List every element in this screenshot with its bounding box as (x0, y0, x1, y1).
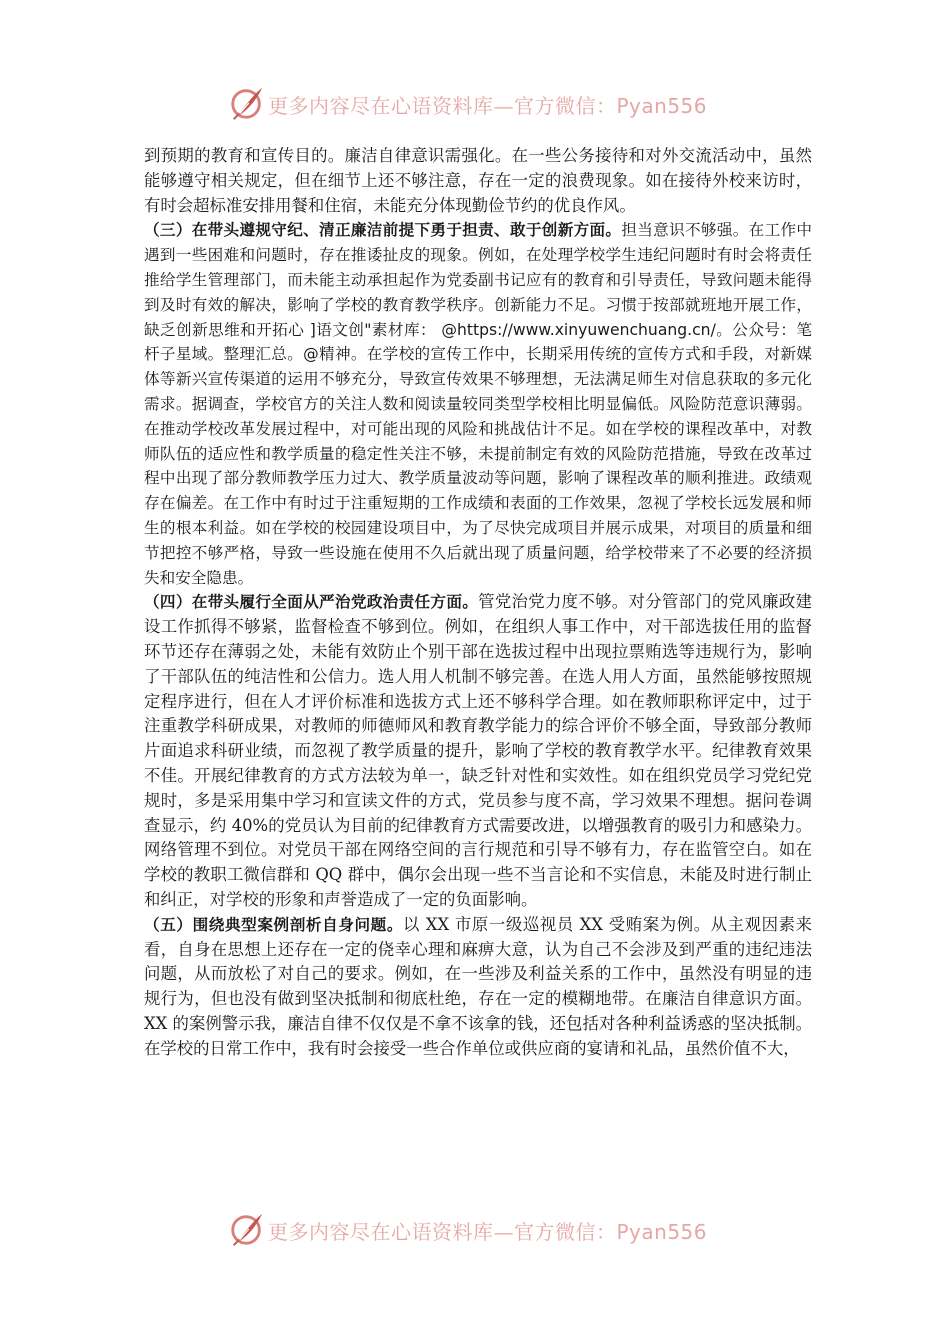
watermark-text (268, 90, 707, 119)
footer-watermark-banner (0, 1208, 950, 1252)
feather-pen-logo-icon (228, 84, 266, 122)
watermark-text (268, 1216, 707, 1245)
paragraph-section-3 (144, 218, 812, 590)
paragraph-section-5 (144, 913, 812, 1062)
header-watermark-banner (0, 82, 950, 126)
section-heading: （五）围绕典型案例剖析自身问题。 (144, 915, 404, 934)
wechat-id: Pyan556 (616, 94, 708, 118)
paragraph-continued (144, 144, 812, 218)
section-heading: （三）在带头遵规守纪、清正廉洁前提下勇于担责、敢于创新方面。 (144, 221, 622, 240)
watermark-label: 更多内容尽在心语资料库—官方微信： (268, 94, 617, 118)
paragraph-text: 以 XX 市原一级巡视员 XX 受贿案为例。从主观因素来看，自身在思想上还存在一定的侥幸心理和麻痹大意，认为自己不会涉及到严重的违纪违法问题，从而放松了对自己的要求。例如，在一些涉及利益关系的工作中，虽然没有明显的违规行为，但也没有做到坚决抵制和彻底杜绝，存在一定的模糊地带。在廉洁自律意识方面。XX 的案例警示我，廉洁自律不仅仅是不拿不该拿的钱，还包括对各种利益诱惑的坚决抵制。在学校的日常工作中，我有时会接受一些合作单位或供应商的宴请和礼品，虽然价值不大， (144, 914, 812, 1058)
feather-pen-logo-icon (228, 1210, 266, 1248)
paragraph-text: 担当意识不够强。在工作中遇到一些困难和问题时，存在推诿扯皮的现象。例如，在处理学校学生违纪问题时有时会将责任推给学生管理部门，而未能主动承担起作为党委副书记应有的教育和引导责任，导致问题未能得到及时有效的解决，影响了学校的教育教学秩序。创新能力不足。习惯于按部就班地开展工作，缺乏创新思维和开拓心 ]语文创"素材库： @https://www.xinyuwenchuang.cn/。公众号：笔杆子星域。整理汇总。@精神。在学校的宣传工作中，长期采用传统的宣传方式和手段，对新媒体等新兴宣传渠道的运用不够充分，导致宣传效果不够理想，无法满足师生对信息获取的多元化需求。据调查，学校官方的关注人数和阅读量较同类型学校相比明显偏低。风险防范意识薄弱。在推动学校改革发展过程中，对可能出现的风险和挑战估计不足。如在学校的课程改革中，对教师队伍的适应性和教学质量的稳定性关注不够，未提前制定有效的风险防范措施，导致在改革过程中出现了部分教师教学压力过大、教学质量波动等问题，影响了课程改革的顺利推进。政绩观存在偏差。在工作中有时过于注重短期的工作成绩和表面的工作效果，忽视了学校长远发展和师生的根本利益。如在学校的校园建设项目中，为了尽快完成项目并展示成果，对项目的质量和细节把控不够严格，导致一些设施在使用不久后就出现了质量问题，给学校带来了不必要的经济损失和安全隐患。 (144, 221, 812, 587)
section-heading: （四）在带头履行全面从严治党政治责任方面。 (144, 593, 479, 612)
paragraph-section-4 (144, 590, 812, 912)
watermark-label: 更多内容尽在心语资料库—官方微信： (268, 1220, 617, 1244)
wechat-id: Pyan556 (616, 1220, 708, 1244)
paragraph-text: 管党治党力度不够。对分管部门的党风廉政建设工作抓得不够紧，监督检查不够到位。例如，在组织人事工作中，对干部选拔任用的监督环节还存在薄弱之处，未能有效防止个别干部在选拔过程中出现拉票贿选等违规行为，影响了干部队伍的纯洁性和公信力。选人用人机制不够完善。在选人用人方面，虽然能够按照规定程序进行，但在人才评价标准和选拔方式上还不够科学合理。如在教师职称评定中，过于注重教学科研成果，对教师的师德师风和教育教学能力的综合评价不够全面，导致部分教师片面追求科研业绩，而忽视了教学质量的提升，影响了学校的教育教学水平。纪律教育效果不佳。开展纪律教育的方式方法较为单一，缺乏针对性和实效性。如在组织党员学习党纪党规时，多是采用集中学习和宣读文件的方式，党员参与度不高，学习效果不理想。据问卷调查显示，约 40%的党员认为目前的纪律教育方式需要改进，以增强教育的吸引力和感染力。网络管理不到位。对党员干部在网络空间的言行规范和引导不够有力，存在监管空白。如在学校的教职工微信群和 QQ 群中，偶尔会出现一些不当言论和不实信息，未能及时进行制止和纠正，对学校的形象和声誉造成了一定的负面影响。 (144, 592, 812, 909)
paragraph-text: 到预期的教育和宣传目的。廉洁自律意识需强化。在一些公务接待和对外交流活动中，虽然能够遵守相关规定，但在细节上还不够注意，存在一定的浪费现象。如在接待外校来访时，有时会超标准安排用餐和住宿，未能充分体现勤俭节约的优良作风。 (144, 146, 812, 215)
document-body (144, 144, 812, 1061)
